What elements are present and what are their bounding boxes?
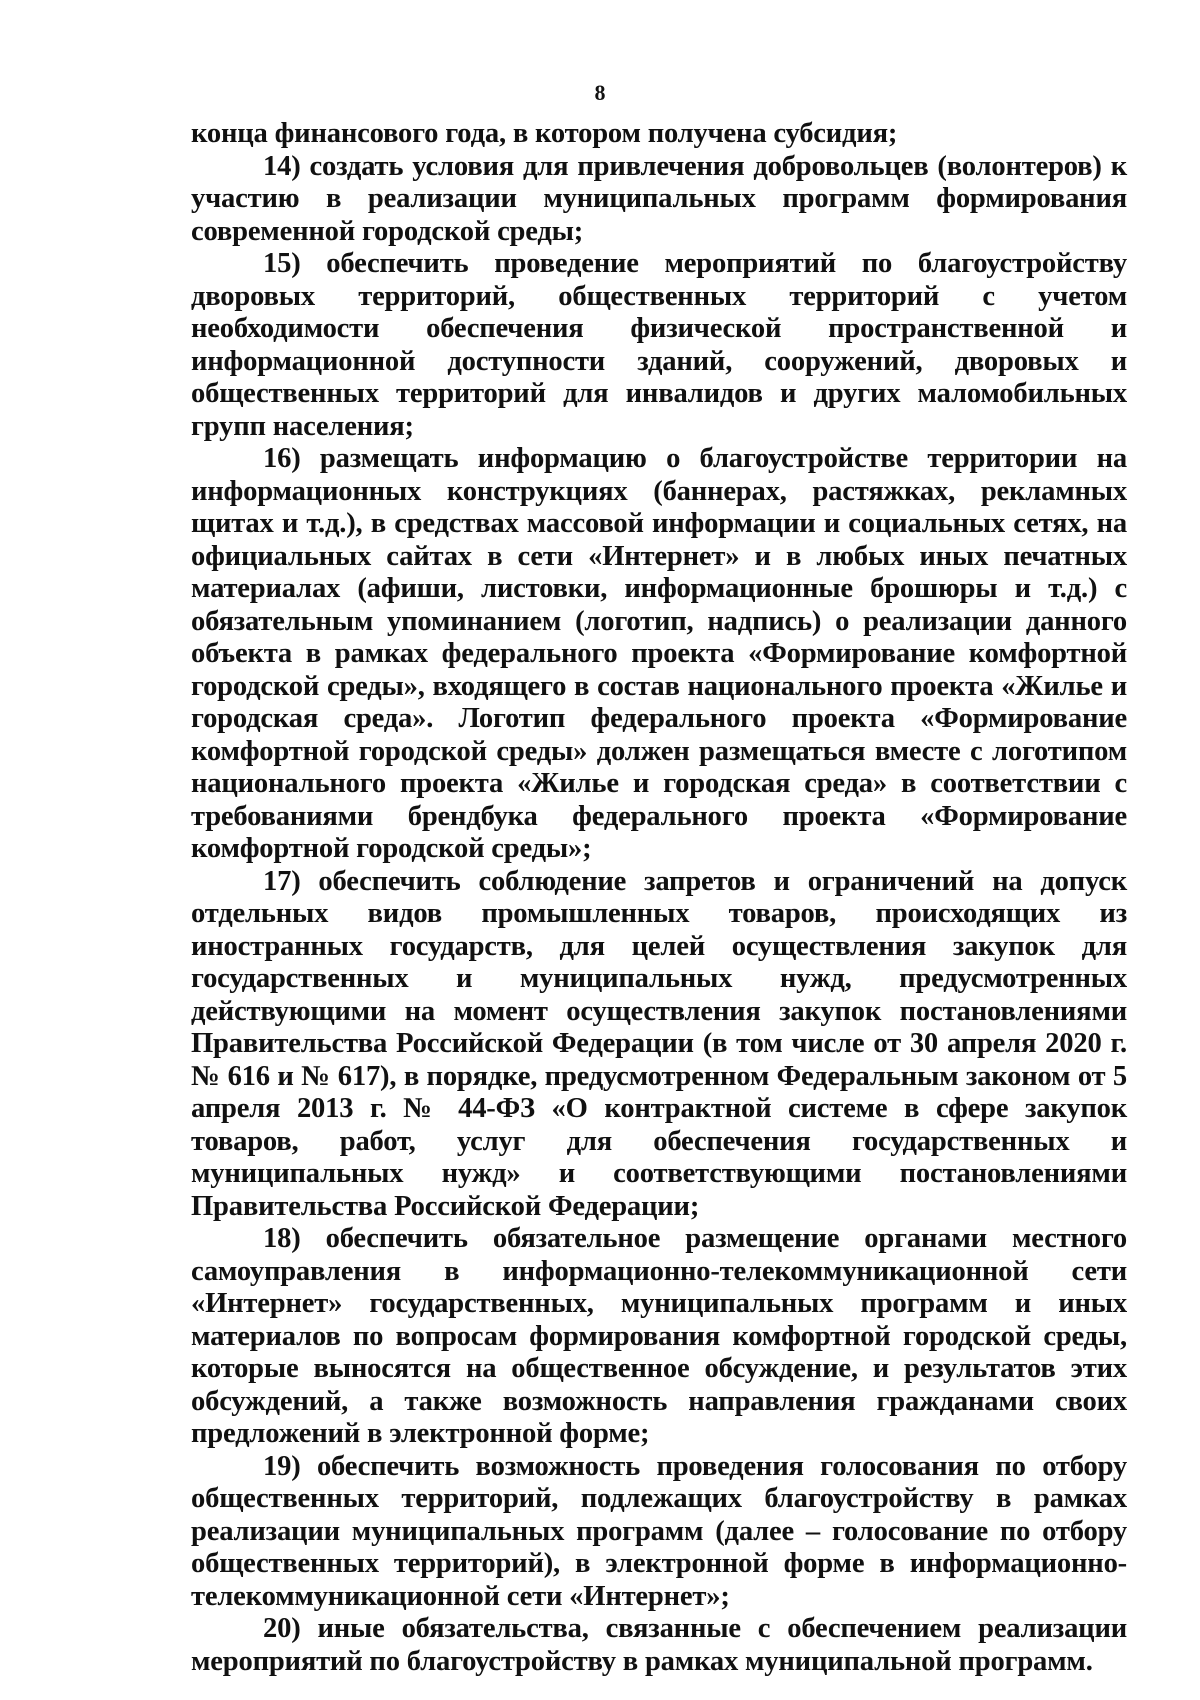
document-body	[191, 118, 1127, 1678]
paragraph-continuation: конца финансового года, в котором получена субсидия;	[191, 118, 898, 149]
paragraph-item-19: 19) обеспечить возможность проведения голосования по отбору общественных территорий, подлежащих благоустройству в рамках реализации муниципальных программ (далее – голосование по отбору общественных территорий), в электронной форме в информационно-телекоммуникационной сети «Интернет»;	[191, 1450, 1127, 1612]
paragraph-item-20: 20) иные обязательства, связанные с обеспечением реализации мероприятий по благоустройству в рамках муниципальной программ.	[191, 1613, 1127, 1677]
paragraph-item-15: 15) обеспечить проведение мероприятий по благоустройству дворовых территорий, общественных территорий с учетом необходимости обеспечения физической пространственной и информационной доступности зданий, сооружений, дворовых и общественных территорий для инвалидов и других маломобильных групп населения;	[191, 248, 1127, 442]
paragraph-item-16: 16) размещать информацию о благоустройстве территории на информационных конструкциях (баннерах, растяжках, рекламных щитах и т.д.), в средствах массовой информации и социальных сетях, на официальных сайтах в сети «Интернет» и в любых иных печатных материалах (афиши, листовки, информационные брошюры и т.д.) с обязательным упоминанием (логотип, надпись) о реализации данного объекта в рамках федерального проекта «Формирование комфортной городской среды», входящего в состав национального проекта «Жилье и городская среда». Логотип федерального проекта «Формирование комфортной городской среды» должен размещаться вместе с логотипом национального проекта «Жилье и городская среда» в соответствии с требованиями брендбука федерального проекта «Формирование комфортной городской среды»;	[191, 443, 1127, 864]
paragraph-item-17: 17) обеспечить соблюдение запретов и ограничений на допуск отдельных видов промышленных товаров, происходящих из иностранных государств, для целей осуществления закупок для государственных и муниципальных нужд, предусмотренных действующими на момент осуществления закупок постановлениями Правительства Российской Федерации (в том числе от 30 апреля 2020 г. № 616 и № 617), в порядке, предусмотренном Федеральным законом от 5 апреля 2013 г. № 44-ФЗ «О контрактной системе в сфере закупок товаров, работ, услуг для обеспечения государственных и муниципальных нужд» и соответствующими постановлениями Правительства Российской Федерации;	[191, 865, 1127, 1222]
page-number: 8	[594, 80, 606, 105]
paragraph-item-18: 18) обеспечить обязательное размещение органами местного самоуправления в информационно-телекоммуникационной сети «Интернет» государственных, муниципальных программ и иных материалов по вопросам формирования комфортной городской среды, которые выносятся на общественное обсуждение, и результатов этих обсуждений, а также возможность направления гражданами своих предложений в электронной форме;	[191, 1223, 1127, 1449]
paragraph-item-14: 14) создать условия для привлечения добровольцев (волонтеров) к участию в реализации муниципальных программ формирования современной городской среды;	[191, 150, 1127, 247]
